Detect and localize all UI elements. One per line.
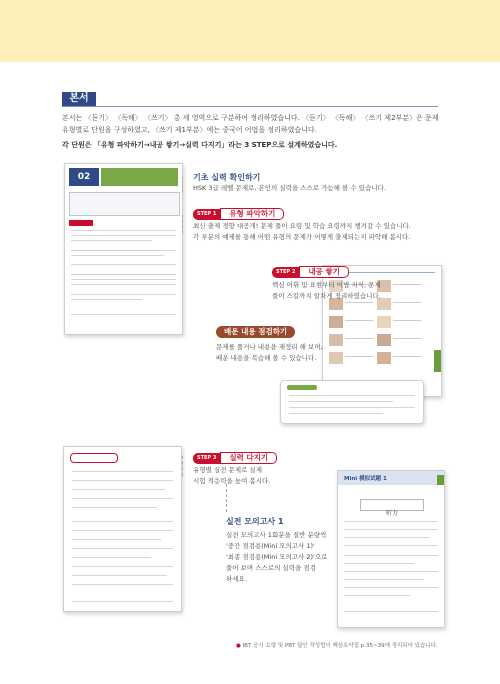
bullet-icon: ● — [236, 643, 241, 649]
basic-check-title: 기초 실력 확인하기 — [193, 173, 261, 182]
connector-step3 — [182, 456, 183, 476]
mini-mock-page-title-box — [360, 499, 424, 517]
connector-basic — [182, 176, 183, 192]
step1-desc-2: 각 부분의 예제를 통해 어떤 유형의 문제가 어떻게 출제되는지 파악해 봅시다. — [193, 233, 411, 241]
review-pill: 배운 내용 점검하기 — [216, 326, 295, 338]
step1-badge — [193, 208, 284, 220]
thumb-step3-page — [63, 446, 182, 612]
thumb-unit-opener — [64, 163, 183, 335]
step3-desc-1: 유형별 실전 문제로 실제 — [193, 466, 262, 474]
step1-tag: STEP 1 — [193, 209, 220, 220]
thumb-table — [69, 192, 180, 216]
review-desc-1: 문제를 풀거나 내용을 재정리 해 보며, — [216, 343, 323, 351]
step3-tag: STEP 3 — [193, 453, 220, 464]
section-header: 본서 — [62, 92, 96, 106]
step1-desc-1: 최신 출제 경향 대공개! 문제 풀이 요령 및 학습 요령까지 챙겨갈 수 있습니다. — [193, 222, 411, 230]
intro-paragraph-1: 본서는 〈듣기〉 〈독해〉 〈쓰기〉 총 세 영역으로 구분하여 정리하였습니다. 〈듣기〉 〈독해〉 〈쓰기 제2부분〉은 문제 유형별로 단원을 구성하였고, 〈쓰기 제1부분〉에는 중국어 어법을 정리하였습니다. — [62, 114, 439, 134]
review-box-header — [287, 385, 317, 390]
step3-badge — [193, 452, 277, 464]
mock-desc-3: '최종 점검용(Mini 모의고사 2)'으로 — [226, 553, 328, 561]
footnote — [236, 641, 438, 649]
unit-badge: 02 — [69, 168, 99, 186]
thumb-red-tab — [69, 220, 93, 226]
mock-desc-1: 실전 모의고사 1회분을 절반 분량씩 — [226, 531, 327, 539]
green-side-tab — [434, 350, 441, 372]
thumb-review-box — [280, 380, 424, 424]
step2-badge — [272, 266, 349, 278]
section-intro — [62, 112, 442, 154]
mock-desc-4: 풀어 보며 스스로의 실력을 점검 — [226, 564, 316, 572]
mock-desc-5: 하세요. — [226, 575, 247, 583]
mock-title: 실전 모의고사 1 — [226, 517, 284, 526]
footnote-text: IBT 응시 요령 및 PBT 답안 작성법이 핵심요약집 p.35~39에 정리되어 있습니다. — [242, 643, 438, 649]
intro-paragraph-2: 각 단원은 「유형 파악하기→내공 쌓기→실력 다지기」라는 3 STEP으로 설계하였습니다. — [62, 141, 338, 149]
step2-tag: STEP 2 — [272, 267, 299, 278]
mini-mock-page-title: 听力 — [385, 510, 398, 517]
connector-step1 — [182, 215, 183, 233]
step1-title: 유형 파악하기 — [220, 208, 284, 220]
step2-desc-1: 핵심 어휘 및 표현부터 어법 지식, 문제 — [272, 281, 381, 289]
review-desc-2: 배운 내용을 복습해 볼 수 있습니다. — [216, 354, 317, 362]
thumb-mini-mock — [337, 470, 445, 628]
step2-desc-2: 풀이 스킬까지 알차게 정리하였습니다. — [272, 292, 381, 300]
step3-thumb-header — [70, 453, 118, 463]
step2-title: 내공 쌓기 — [299, 266, 349, 278]
connector-mock — [226, 484, 227, 512]
top-band — [0, 0, 500, 62]
section-header-rule — [62, 106, 438, 107]
step3-desc-2: 시험 적응력을 높여 봅시다. — [193, 477, 271, 485]
mini-mock-title: Mini 模拟试题 1 — [344, 476, 387, 482]
mini-mock-header — [338, 471, 444, 485]
mini-mock-green-tab — [437, 475, 444, 485]
step3-title: 실력 다지기 — [220, 452, 277, 464]
mock-desc-2: '중간 점검용(Mini 모의고사 1)' — [226, 542, 315, 550]
unit-green-bar — [101, 168, 178, 186]
basic-check-desc: HSK 3급 레벨 문제로, 본인의 실력을 스스로 가늠해 볼 수 있습니다. — [193, 184, 386, 192]
